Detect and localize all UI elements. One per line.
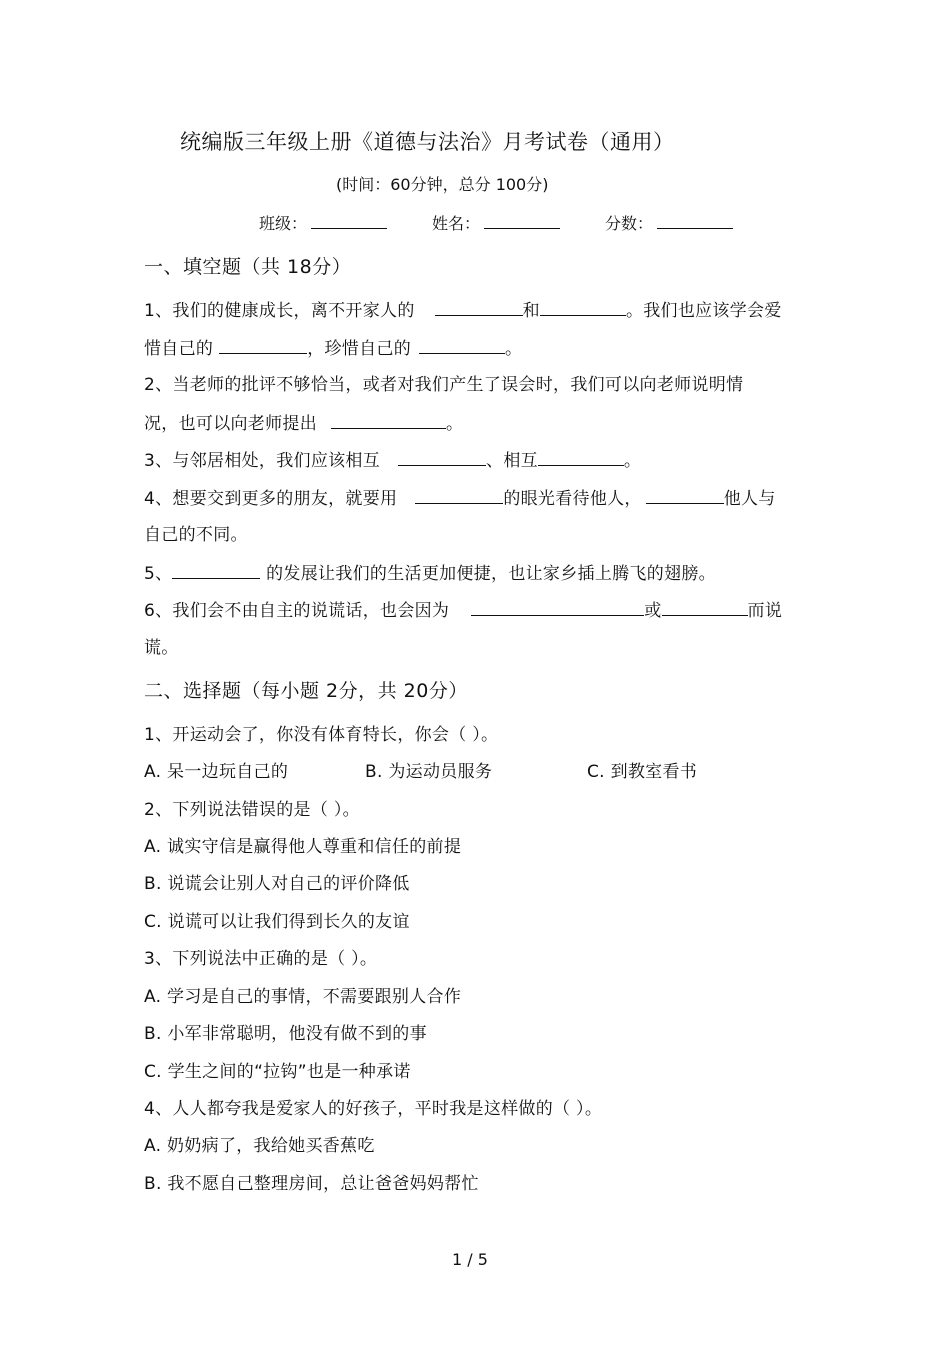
option-b: B. 我不愿自己整理房间，总让爸爸妈妈帮忙 [144,1174,479,1194]
answer-blank [435,299,523,316]
exam-time-and-score: (时间：60分钟，总分 100分) [336,175,549,194]
question-2-line-2: 况，也可以向老师提出 。 [144,414,464,434]
page-title: 统编版三年级上册《道德与法治》月考试卷（通用） [180,130,675,154]
choice-question-2-stem: 2、下列说法错误的是（ ）。 [144,800,360,820]
option-b: B. 小军非常聪明，他没有做不到的事 [144,1024,427,1044]
option-b: B. 为运动员服务 [365,762,493,782]
answer-blank [219,337,307,354]
answer-blank [331,412,446,429]
score-blank [657,212,733,229]
answer-blank [471,599,644,616]
score-label: 分数： [605,214,654,233]
question-4-line-1: 4、想要交到更多的朋友，就要用 的眼光看待他人， 他人与 [144,489,776,509]
choice-question-3-stem: 3、下列说法中正确的是（ ）。 [144,949,378,969]
option-a: A. 诚实守信是赢得他人尊重和信任的前提 [144,837,462,857]
option-a: A. 呆一边玩自己的 [144,762,289,782]
option-c: C. 到教室看书 [587,762,698,782]
choice-question-1-options [144,761,804,783]
choice-question-1-stem: 1、开运动会了，你没有体育特长，你会（ ）。 [144,725,499,745]
section-heading-fill-in: 一、填空题（共 18分） [144,256,352,278]
question-2-line-1: 2、当老师的批评不够恰当，或者对我们产生了误会时，我们可以向老师说明情 [144,375,744,395]
question-1-line-1: 1、我们的健康成长，离不开家人的 和 。我们也应该学会爱 [144,301,782,321]
name-blank [484,212,560,229]
question-3: 3、与邻居相处，我们应该相互 、相互 。 [144,451,642,471]
question-4-line-2: 自己的不同。 [144,525,248,545]
name-field [432,212,560,235]
answer-blank [662,599,748,616]
answer-blank [540,299,626,316]
question-1-line-2: 惜自己的 ，珍惜自己的 。 [144,339,523,359]
answer-blank [538,449,624,466]
class-label: 班级： [259,214,308,233]
option-a: A. 学习是自己的事情，不需要跟别人合作 [144,987,462,1007]
question-6-line-2: 谎。 [144,638,179,658]
answer-blank [398,449,486,466]
answer-blank [646,487,724,504]
option-a: A. 奶奶病了，我给她买香蕉吃 [144,1136,375,1156]
answer-blank [415,487,503,504]
question-6-line-1: 6、我们会不由自主的说谎话，也会因为 或 而说 [144,601,783,621]
section-heading-multiple-choice: 二、选择题（每小题 2分，共 20分） [144,680,468,702]
class-field [259,212,387,235]
option-b: B. 说谎会让别人对自己的评价降低 [144,874,410,894]
name-label: 姓名： [432,214,481,233]
answer-blank [172,562,260,579]
choice-question-4-stem: 4、人人都夸我是爱家人的好孩子，平时我是这样做的（ ）。 [144,1099,603,1119]
question-5: 5、 的发展让我们的生活更加便捷，也让家乡插上腾飞的翅膀。 [144,564,716,584]
class-blank [311,212,387,229]
option-c: C. 学生之间的“拉钩”也是一种承诺 [144,1062,411,1082]
score-field [605,212,733,235]
page-number: 1 / 5 [452,1250,488,1269]
answer-blank [419,337,505,354]
option-c: C. 说谎可以让我们得到长久的友谊 [144,912,410,932]
